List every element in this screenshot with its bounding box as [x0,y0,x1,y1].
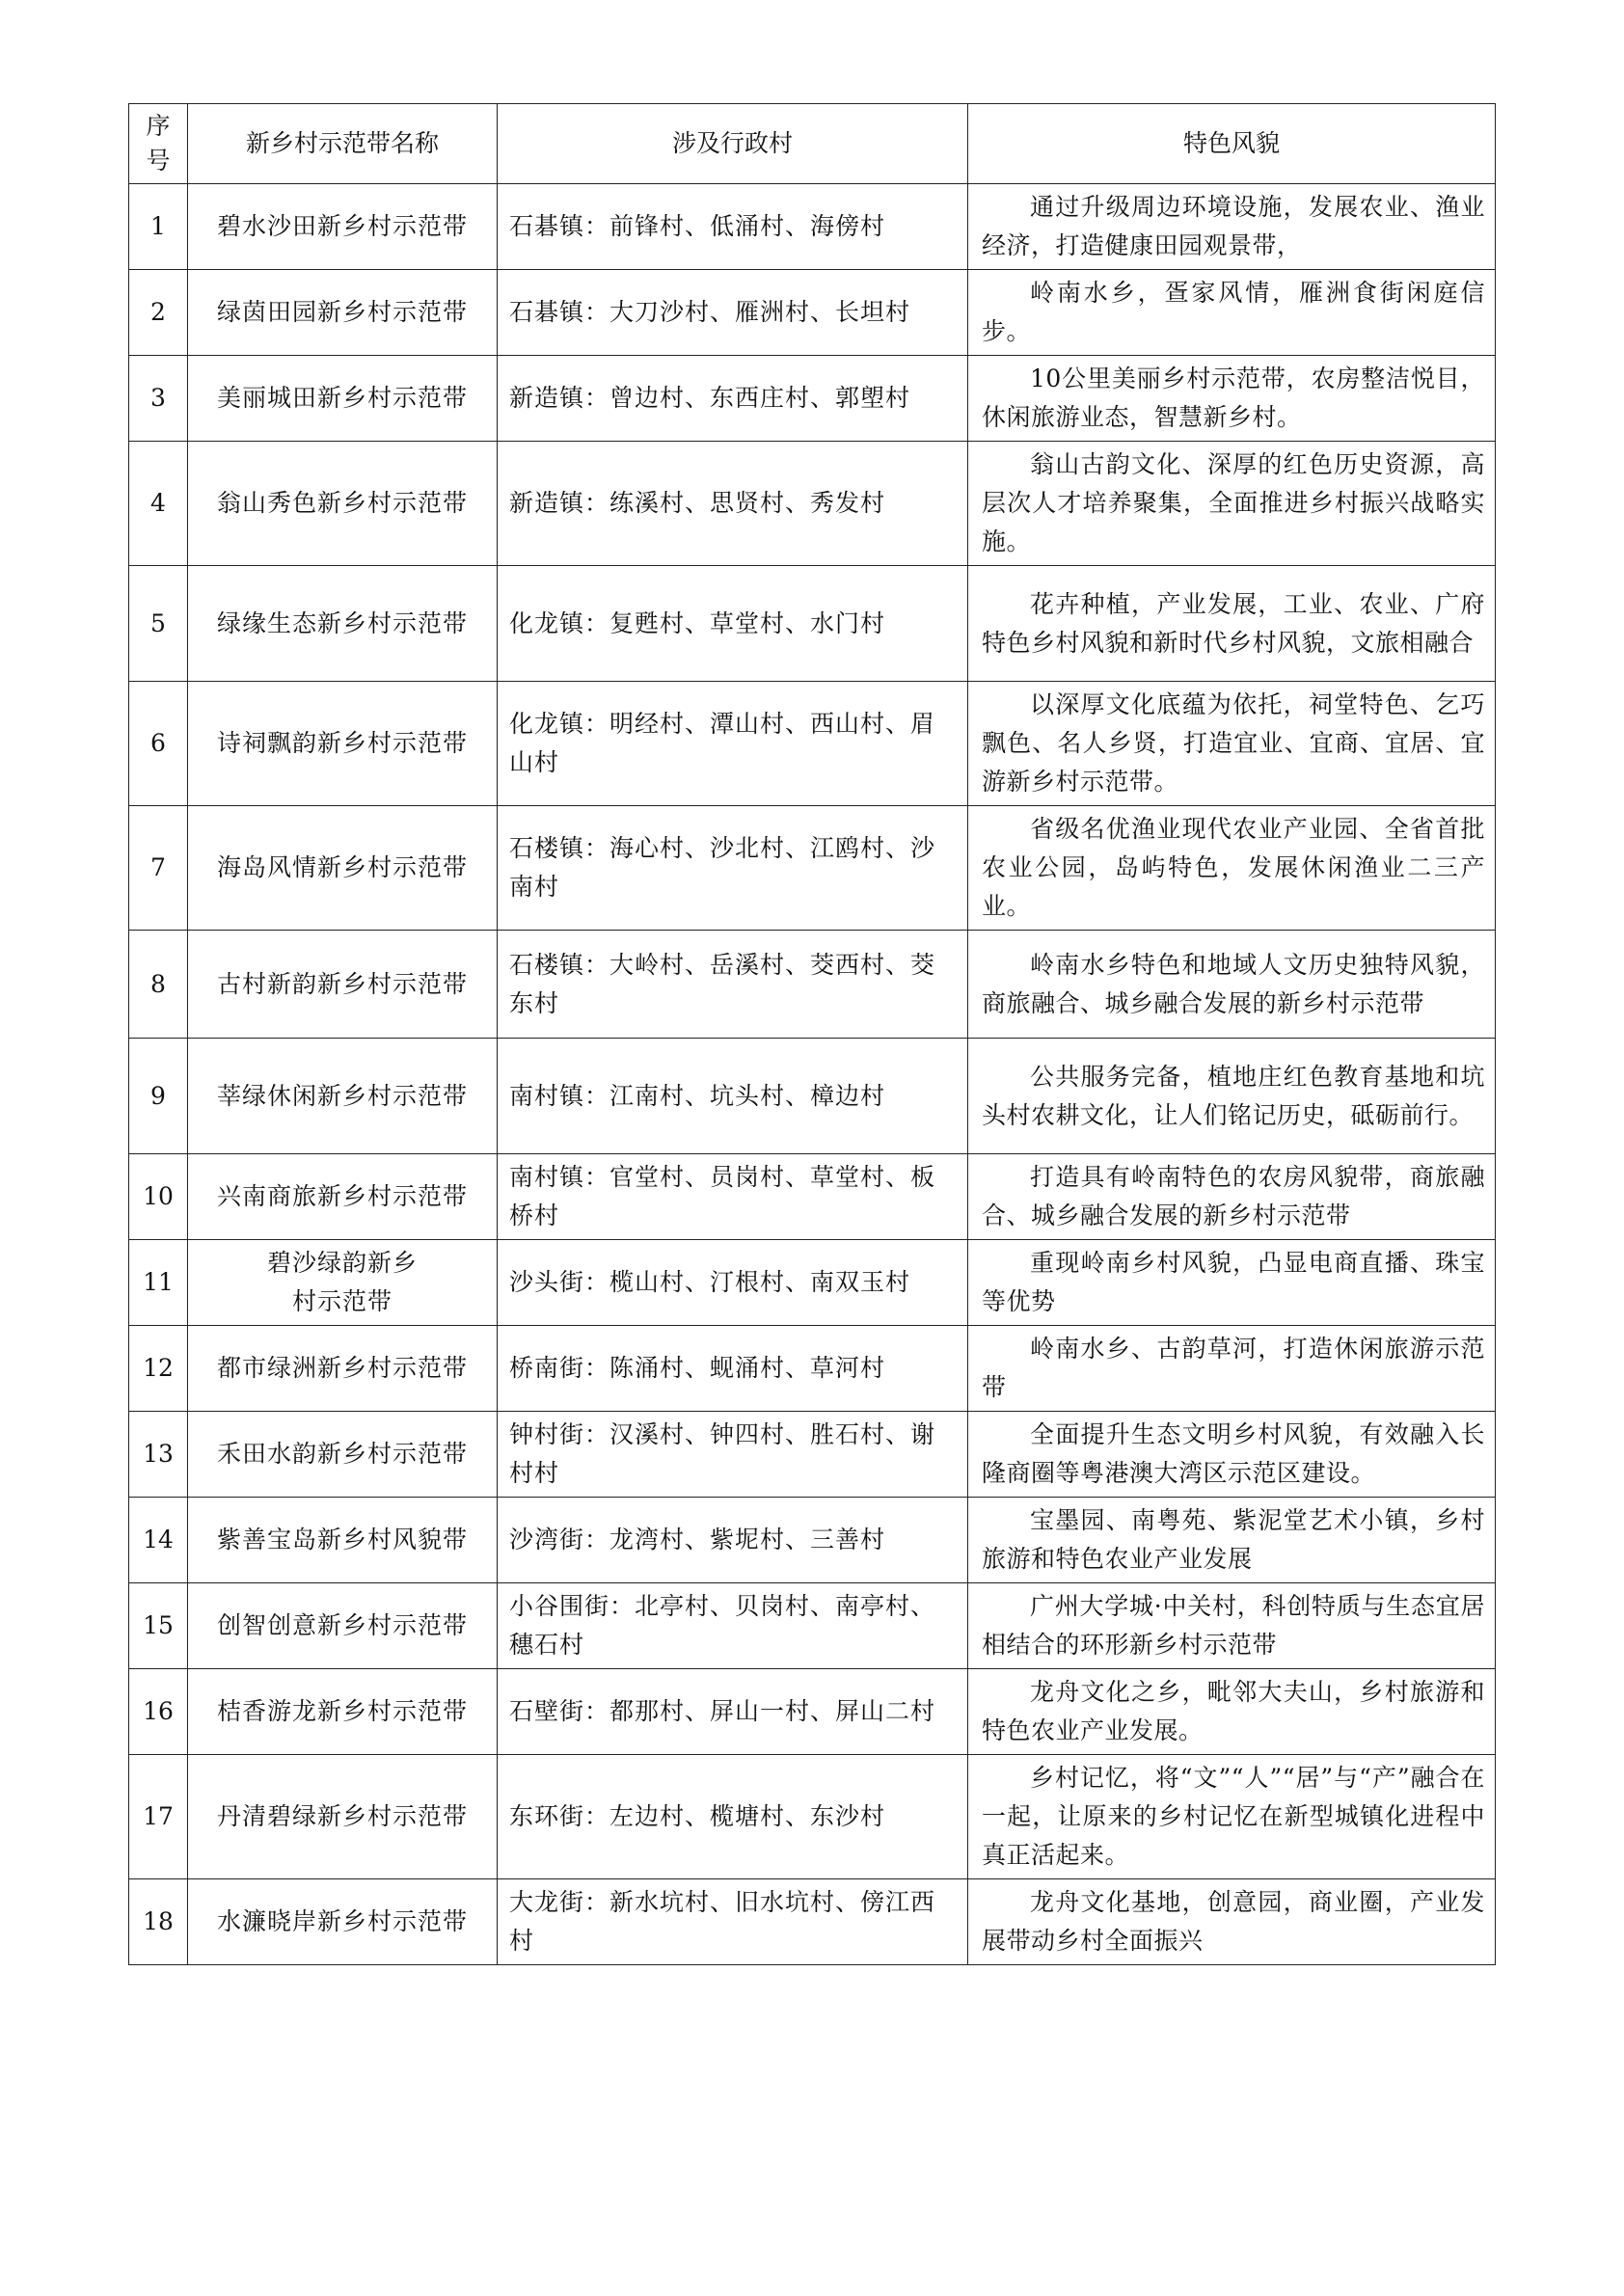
belt-name: 都市绿洲新乡村示范带 [188,1326,498,1412]
villages-cell: 石楼镇：大岭村、岳溪村、茭西村、茭东村 [498,931,968,1039]
belt-name: 水濂晓岸新乡村示范带 [188,1879,498,1965]
table-row [129,1240,1496,1326]
villages-cell: 南村镇：官堂村、员岗村、草堂村、板桥村 [498,1154,968,1240]
features-cell [968,270,1496,356]
villages-cell: 石楼镇：海心村、沙北村、江鸥村、沙南村 [498,806,968,931]
features-cell [968,442,1496,566]
features-cell [968,1240,1496,1326]
features-text: 乡村记忆，将“文”“人”“居”与“产”融合在一起，让原来的乡村记忆在新型城镇化进程中真正活起来。 [982,1764,1485,1869]
header-villages: 涉及行政村 [498,104,968,184]
table-row [129,356,1496,442]
features-text: 岭南水乡特色和地域人文历史独特风貌，商旅融合、城乡融合发展的新乡村示范带 [982,950,1485,1017]
features-text: 广州大学城·中关村，科创特质与生态宜居相结合的环形新乡村示范带 [982,1592,1485,1659]
table-row [129,682,1496,806]
belt-name: 紫善宝岛新乡村风貌带 [188,1498,498,1583]
table-row [129,184,1496,270]
belt-name: 创智创意新乡村示范带 [188,1583,498,1669]
table-row [129,1498,1496,1583]
row-number: 3 [129,356,188,442]
table-row [129,1039,1496,1154]
features-text: 龙舟文化之乡，毗邻大夫山，乡村旅游和特色农业产业发展。 [982,1678,1485,1744]
table-row [129,1755,1496,1879]
belt-name: 美丽城田新乡村示范带 [188,356,498,442]
features-text: 公共服务完备，植地庄红色教育基地和坑头村农耕文化，让人们铭记历史，砥砺前行。 [982,1062,1485,1129]
table-row [129,1669,1496,1755]
villages-cell: 新造镇：练溪村、思贤村、秀发村 [498,442,968,566]
header-features: 特色风貌 [968,104,1496,184]
row-number: 15 [129,1583,188,1669]
row-number: 8 [129,931,188,1039]
features-cell [968,184,1496,270]
belt-name: 碧水沙田新乡村示范带 [188,184,498,270]
row-number: 5 [129,566,188,682]
row-number: 14 [129,1498,188,1583]
features-cell [968,1755,1496,1879]
belt-name: 翁山秀色新乡村示范带 [188,442,498,566]
belt-name: 丹清碧绿新乡村示范带 [188,1755,498,1879]
features-cell [968,1498,1496,1583]
row-number: 1 [129,184,188,270]
features-cell [968,931,1496,1039]
villages-cell: 沙湾街：龙湾村、紫坭村、三善村 [498,1498,968,1583]
features-cell [968,1326,1496,1412]
belt-name: 古村新韵新乡村示范带 [188,931,498,1039]
features-cell [968,682,1496,806]
table-row [129,806,1496,931]
features-text: 岭南水乡、古韵草河，打造休闲旅游示范带 [982,1335,1485,1401]
features-text: 岭南水乡，疍家风情，雁洲食街闲庭信步。 [982,279,1485,345]
demonstration-belt-table [128,103,1496,1965]
villages-cell: 石碁镇：前锋村、低涌村、海傍村 [498,184,968,270]
table-row [129,931,1496,1039]
features-cell [968,1154,1496,1240]
row-number: 6 [129,682,188,806]
row-number: 9 [129,1039,188,1154]
table-row [129,1879,1496,1965]
belt-name: 桔香游龙新乡村示范带 [188,1669,498,1755]
villages-cell: 大龙街：新水坑村、旧水坑村、傍江西村 [498,1879,968,1965]
row-number: 12 [129,1326,188,1412]
features-cell [968,356,1496,442]
features-text: 以深厚文化底蕴为依托，祠堂特色、乞巧飘色、名人乡贤，打造宜业、宜商、宜居、宜游新乡村示范带。 [982,690,1485,796]
document-page [128,103,1495,1965]
features-cell [968,1412,1496,1498]
features-cell [968,1583,1496,1669]
belt-name: 绿茵田园新乡村示范带 [188,270,498,356]
features-cell [968,806,1496,931]
villages-cell: 沙头街：榄山村、汀根村、南双玉村 [498,1240,968,1326]
belt-name: 海岛风情新乡村示范带 [188,806,498,931]
features-text: 全面提升生态文明乡村风貌，有效融入长隆商圈等粤港澳大湾区示范区建设。 [982,1420,1485,1487]
row-number: 18 [129,1879,188,1965]
belt-name: 绿缘生态新乡村示范带 [188,566,498,682]
features-cell [968,1039,1496,1154]
features-text: 通过升级周边环境设施，发展农业、渔业经济，打造健康田园观景带， [982,193,1485,259]
row-number: 4 [129,442,188,566]
features-text: 省级名优渔业现代农业产业园、全省首批农业公园，岛屿特色，发展休闲渔业二三产业。 [982,815,1485,920]
villages-cell: 石碁镇：大刀沙村、雁洲村、长坦村 [498,270,968,356]
villages-cell: 石壁街：都那村、屏山一村、屏山二村 [498,1669,968,1755]
villages-cell: 南村镇：江南村、坑头村、樟边村 [498,1039,968,1154]
row-number: 10 [129,1154,188,1240]
table-row [129,566,1496,682]
villages-cell: 化龙镇：复甦村、草堂村、水门村 [498,566,968,682]
villages-cell: 新造镇：曾边村、东西庄村、郭塱村 [498,356,968,442]
villages-cell: 钟村街：汉溪村、钟四村、胜石村、谢村村 [498,1412,968,1498]
row-number: 13 [129,1412,188,1498]
belt-name: 兴南商旅新乡村示范带 [188,1154,498,1240]
features-text: 重现岭南乡村风貌，凸显电商直播、珠宝等优势 [982,1249,1485,1315]
table-row [129,1326,1496,1412]
features-text: 龙舟文化基地，创意园，商业圈，产业发展带动乡村全面振兴 [982,1888,1485,1955]
row-number: 17 [129,1755,188,1879]
belt-name: 碧沙绿韵新乡村示范带 [188,1240,498,1326]
villages-cell: 化龙镇：明经村、潭山村、西山村、眉山村 [498,682,968,806]
villages-cell: 东环街：左边村、榄塘村、东沙村 [498,1755,968,1879]
features-text: 花卉种植，产业发展，工业、农业、广府特色乡村风貌和新时代乡村风貌，文旅相融合 [982,589,1485,657]
row-number: 7 [129,806,188,931]
features-text: 翁山古韵文化、深厚的红色历史资源，高层次人才培养聚集，全面推进乡村振兴战略实施。 [982,450,1485,555]
villages-cell: 小谷围街：北亭村、贝岗村、南亭村、穗石村 [498,1583,968,1669]
features-cell [968,1669,1496,1755]
features-text: 宝墨园、南粤苑、紫泥堂艺术小镇，乡村旅游和特色农业产业发展 [982,1506,1485,1573]
belt-name: 禾田水韵新乡村示范带 [188,1412,498,1498]
belt-name: 诗祠飘韵新乡村示范带 [188,682,498,806]
villages-cell: 桥南街：陈涌村、蚬涌村、草河村 [498,1326,968,1412]
header-seq: 序号 [129,104,188,184]
row-number: 11 [129,1240,188,1326]
table-row [129,442,1496,566]
header-name: 新乡村示范带名称 [188,104,498,184]
table-row [129,1154,1496,1240]
row-number: 2 [129,270,188,356]
features-text: 打造具有岭南特色的农房风貌带，商旅融合、城乡融合发展的新乡村示范带 [982,1163,1485,1229]
table-header-row [129,104,1496,184]
table-row [129,270,1496,356]
row-number: 16 [129,1669,188,1755]
belt-name: 莘绿休闲新乡村示范带 [188,1039,498,1154]
features-cell [968,566,1496,682]
features-cell [968,1879,1496,1965]
table-row [129,1583,1496,1669]
table-row [129,1412,1496,1498]
features-text: 10公里美丽乡村示范带，农房整洁悦目，休闲旅游业态，智慧新乡村。 [982,365,1485,431]
